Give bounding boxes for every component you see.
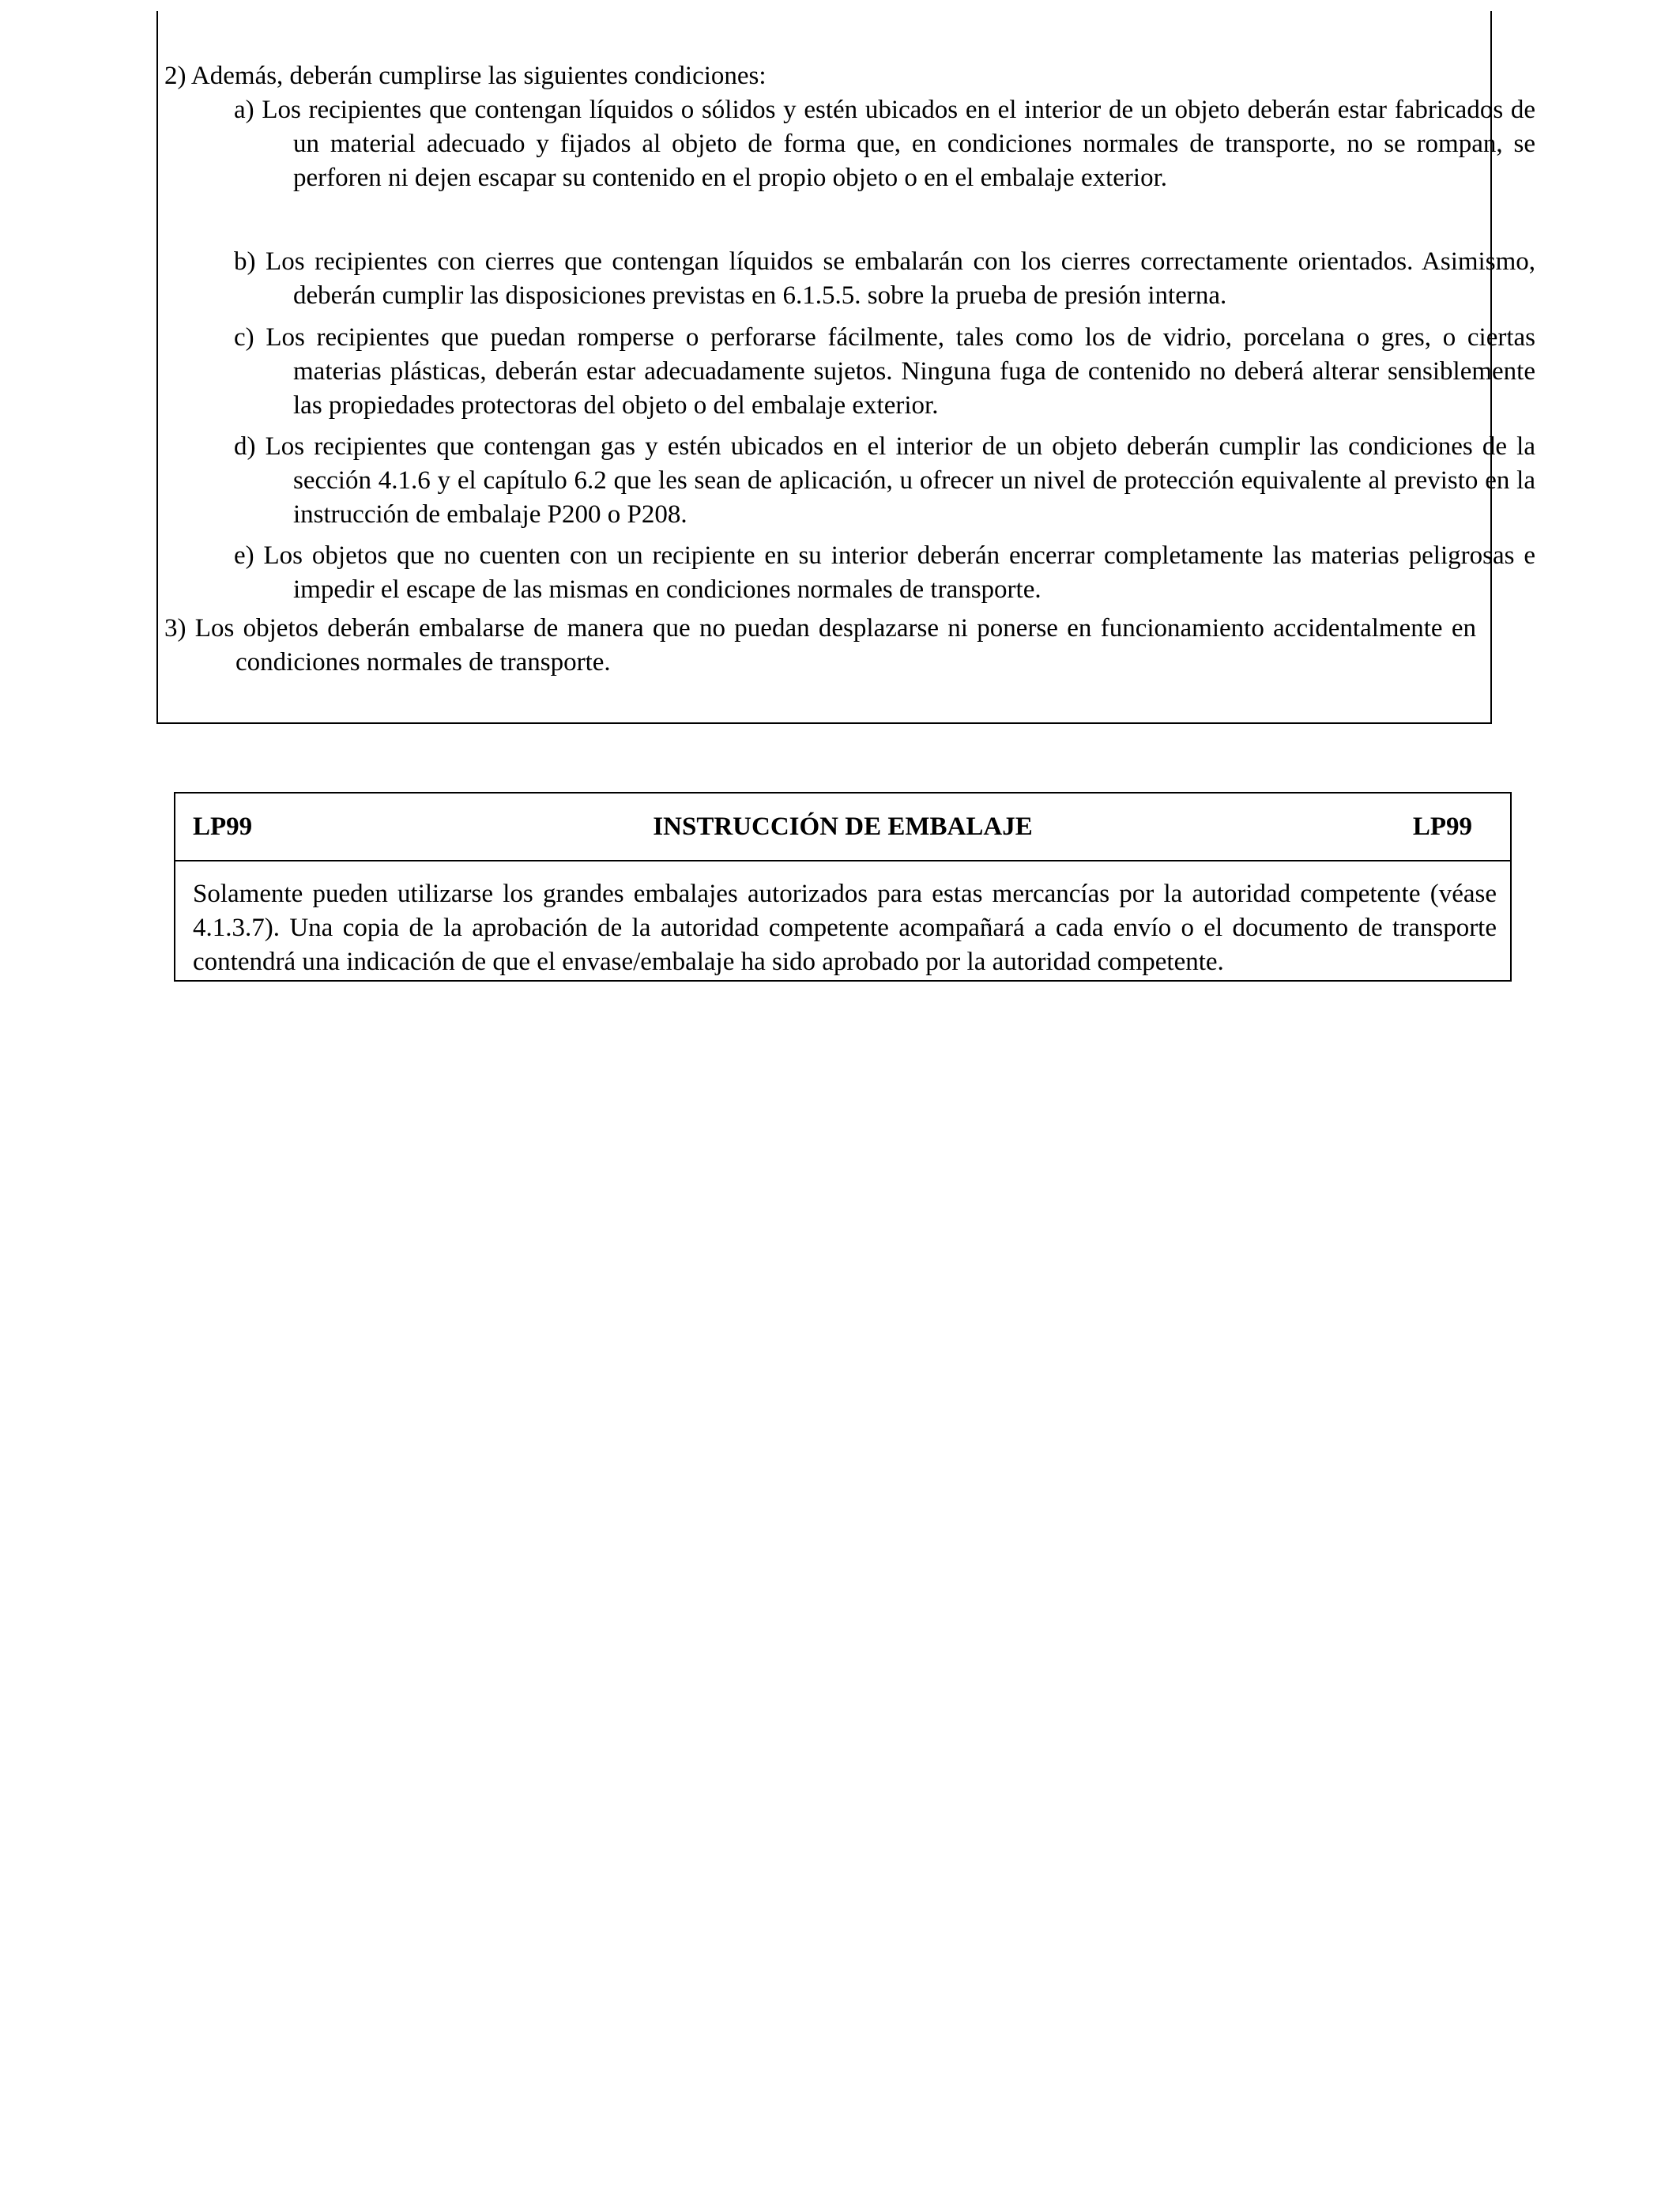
item-3: 3) Los objetos deberán embalarse de manera que no puedan desplazarse ni ponerse en funcionamiento accidentalmente en condiciones normales de transporte. (164, 614, 1476, 677)
lp99-instruction-table (174, 792, 1512, 982)
lp99-code-right: LP99 (1412, 812, 1472, 841)
item-2-heading: 2) Además, deberán cumplirse las siguientes condiciones: (164, 62, 767, 90)
lp99-title: INSTRUCCIÓN DE EMBALAJE (653, 812, 1033, 841)
lp99-body-text: Solamente pueden utilizarse los grandes embalajes autorizados para estas mercancías por la autoridad competente (véase 4.1.3.7). Una copia de la aprobación de la autoridad competente acompañará a cada envío o el documento de transporte contendrá una indicación de que el envase/embalaje ha sido aprobado por la autoridad competente. (193, 880, 1497, 976)
condition-a: a) Los recipientes que contengan líquidos o sólidos y estén ubicados en el interior de un objeto deberán estar fabricados de un material adecuado y fijados al objeto de forma que, en condiciones normales de transporte, no se rompan, se perforen ni dejen escapar su contenido en el propio objeto o en el embalaje exterior. (234, 96, 1535, 192)
lp99-header-row (175, 794, 1510, 861)
condition-d: d) Los recipientes que contengan gas y estén ubicados en el interior de un objeto deberán cumplir las condiciones de la sección 4.1.6 y el capítulo 6.2 que les sean de aplicación, u ofrecer un nivel de protección equivalente al previsto en la instrucción de embalaje P200 o P208. (234, 432, 1535, 529)
condition-c: c) Los recipientes que puedan romperse o perforarse fácilmente, tales como los de vidrio, porcelana o gres, o ciertas materias plásticas, deberán estar adecuadamente sujetos. Ninguna fuga de contenido no deberá alterar sensiblemente las propiedades protectoras del objeto o del embalaje exterior. (234, 323, 1535, 420)
condition-b: b) Los recipientes con cierres que contengan líquidos se embalarán con los cierres correctamente orientados. Asimismo, deberán cumplir las disposiciones previstas en 6.1.5.5. sobre la prueba de presión interna. (234, 247, 1535, 310)
lp99-code-left: LP99 (193, 812, 253, 841)
condition-e: e) Los objetos que no cuenten con un recipiente en su interior deberán encerrar completamente las materias peligrosas e impedir el escape de las mismas en condiciones normales de transporte. (234, 541, 1535, 604)
